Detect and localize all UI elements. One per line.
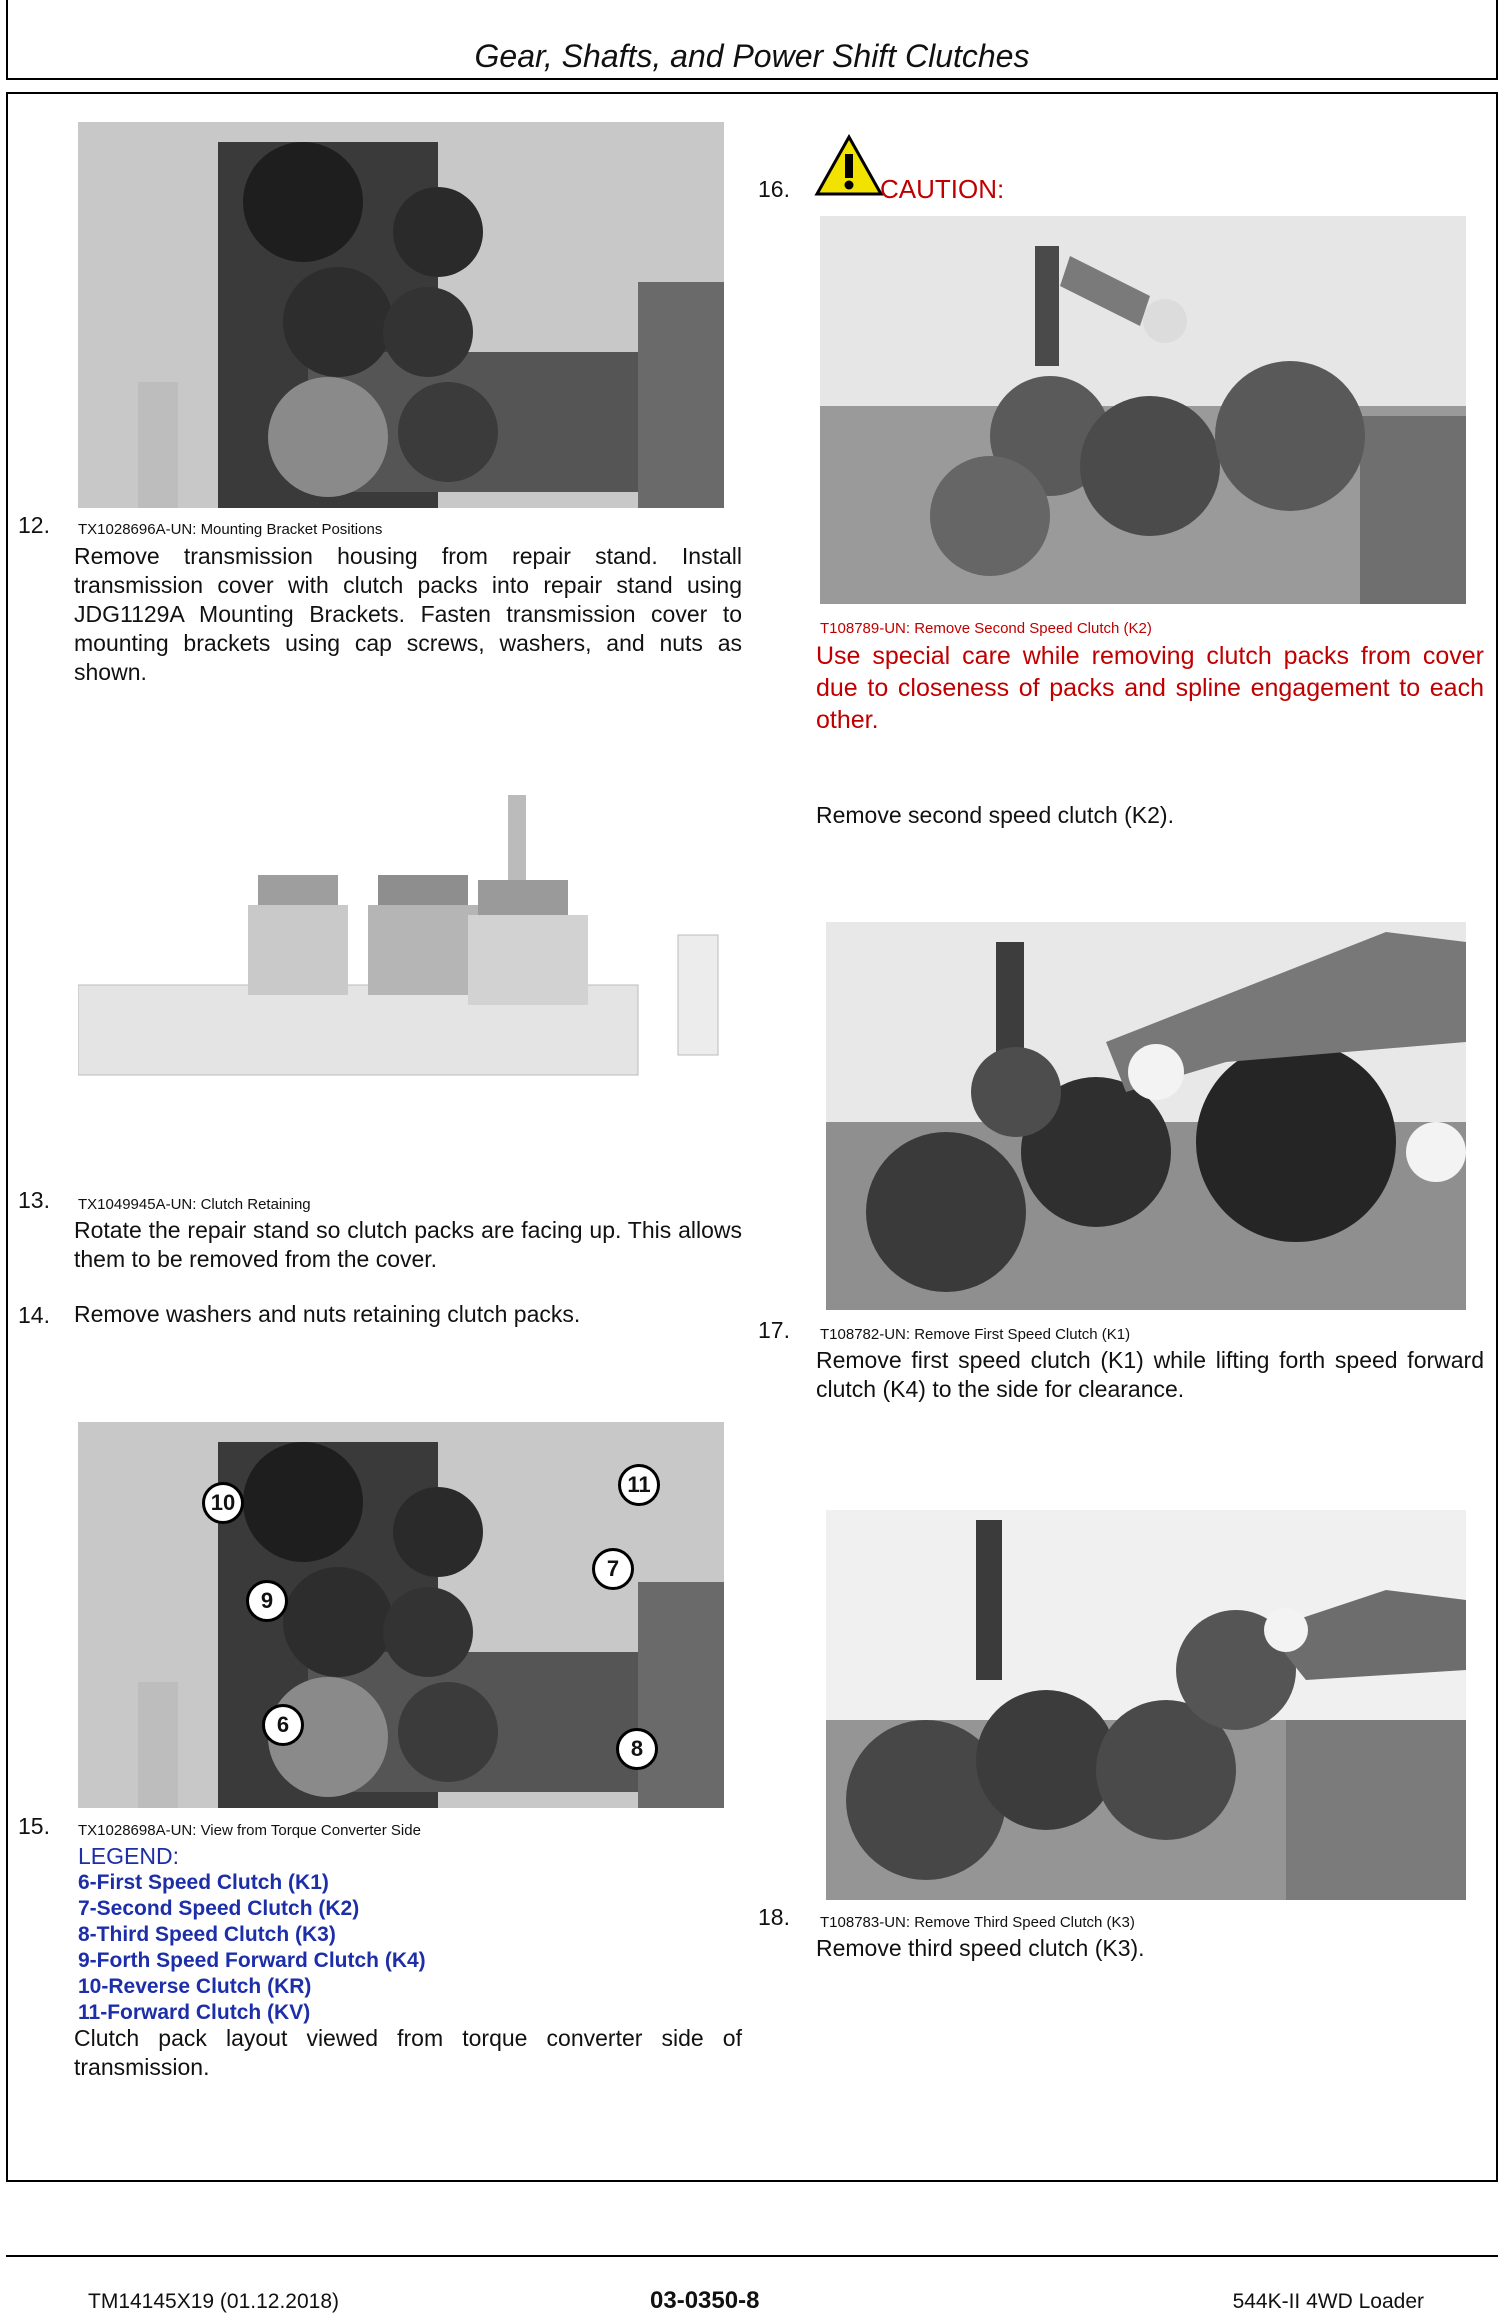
step-17-number: 17. <box>758 1317 790 1343</box>
legend-item: 8-Third Speed Clutch (K3) <box>78 1923 336 1946</box>
fig-caption-15: TX1028698A-UN: View from Torque Converter Side <box>78 1822 421 1839</box>
caution-label: CAUTION: <box>880 174 1005 204</box>
legend-item: 11-Forward Clutch (KV) <box>78 2001 311 2024</box>
step-14-text: Remove washers and nuts retaining clutch packs. <box>74 1301 581 1327</box>
page-header-title: Gear, Shafts, and Power Shift Clutches <box>474 38 1030 74</box>
fig-caption-18: T108783-UN: Remove Third Speed Clutch (K3) <box>820 1914 1135 1931</box>
step-16-number: 16. <box>758 176 790 202</box>
footer-doc-id: TM14145X19 (01.12.2018) <box>88 2290 340 2313</box>
legend-list <box>78 1870 426 2026</box>
step-13-number: 13. <box>18 1187 50 1213</box>
fig-caption-12: TX1028696A-UN: Mounting Bracket Positions <box>78 521 383 538</box>
footer-divider <box>6 2255 1498 2257</box>
fig-caption-13: TX1049945A-UN: Clutch Retaining <box>78 1196 311 1213</box>
caution-text: Use special care while removing clutch packs from cover due to closeness of packs and spline engagement to each other. <box>816 642 1484 734</box>
header-frame <box>6 0 1498 80</box>
step-18-number: 18. <box>758 1904 790 1930</box>
step-16-text: Remove second speed clutch (K2). <box>816 802 1174 828</box>
photo-mounting-bracket <box>78 122 724 508</box>
photo-torque-converter-side <box>78 1422 724 1808</box>
footer-page-number: 03-0350-8 <box>650 2287 760 2314</box>
legend-item: 9-Forth Speed Forward Clutch (K4) <box>78 1949 426 1972</box>
step-12-text: Remove transmission housing from repair stand. Install transmission cover with clutch packs into repair stand using JDG1129A Mounting Brackets. Fasten transmission cover to mounting brackets using cap screws, washers, and nuts as shown. <box>74 543 742 685</box>
legend-item: 7-Second Speed Clutch (K2) <box>78 1897 360 1920</box>
step-15-number: 15. <box>18 1813 50 1839</box>
callout-7: 7 <box>592 1548 634 1590</box>
callout-11: 11 <box>618 1464 660 1506</box>
step-13-text: Rotate the repair stand so clutch packs are facing up. This allows them to be removed from the cover. <box>74 1217 742 1272</box>
step-18-text: Remove third speed clutch (K3). <box>816 1935 1145 1961</box>
photo-remove-first-speed-clutch <box>826 922 1466 1310</box>
footer-model: 544K-II 4WD Loader <box>1232 2290 1424 2313</box>
step-15-text: Clutch pack layout viewed from torque converter side of transmission. <box>74 2025 742 2080</box>
step-12-number: 12. <box>18 512 50 538</box>
photo-clutch-retaining <box>78 795 728 1115</box>
step-14-number: 14. <box>18 1302 50 1328</box>
photo-remove-third-speed-clutch <box>826 1510 1466 1900</box>
legend-item: 10-Reverse Clutch (KR) <box>78 1975 312 1998</box>
photo-remove-second-speed-clutch <box>820 216 1466 604</box>
caution-icon <box>814 134 884 198</box>
callout-10: 10 <box>202 1482 244 1524</box>
callout-8: 8 <box>616 1728 658 1770</box>
legend-item: 6-First Speed Clutch (K1) <box>78 1871 329 1894</box>
callout-6: 6 <box>262 1704 304 1746</box>
step-17-text: Remove first speed clutch (K1) while lifting forth speed forward clutch (K4) to the side for clearance. <box>816 1347 1484 1402</box>
fig-caption-17: T108782-UN: Remove First Speed Clutch (K1) <box>820 1326 1131 1343</box>
callout-9: 9 <box>246 1580 288 1622</box>
fig-caption-16: T108789-UN: Remove Second Speed Clutch (K2) <box>820 620 1152 637</box>
legend-title: LEGEND: <box>78 1843 179 1869</box>
